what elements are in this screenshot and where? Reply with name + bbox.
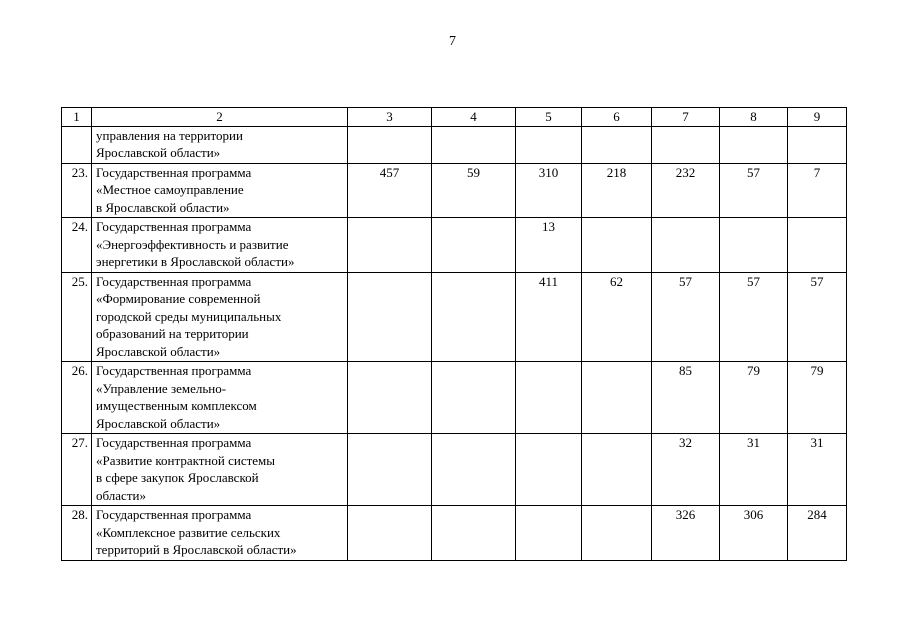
value-cell [348, 362, 432, 434]
program-name-line: «Формирование современной [96, 291, 261, 306]
program-name-line: городской среды муниципальных [96, 308, 282, 324]
row-index-cell: 27. [62, 434, 92, 506]
value-cell [432, 506, 516, 561]
value-cell: 57 [720, 163, 788, 218]
program-name-cell [92, 506, 348, 561]
value-cell [652, 218, 720, 273]
value-cell [516, 362, 582, 434]
program-funding-table [61, 107, 847, 561]
value-cell [432, 434, 516, 506]
value-cell: 57 [652, 272, 720, 362]
table-header-row [62, 108, 847, 127]
program-name-line: в Ярославской области» [96, 199, 230, 215]
value-cell [788, 218, 847, 273]
value-cell: 79 [788, 362, 847, 434]
column-number-header: 2 [92, 108, 348, 127]
column-number-header: 3 [348, 108, 432, 127]
program-name-line: энергетики в Ярославской области» [96, 254, 295, 269]
program-name-line: Ярославской области» [96, 343, 221, 359]
program-name-line: Государственная программа [96, 435, 252, 450]
value-cell: 411 [516, 272, 582, 362]
value-cell [720, 126, 788, 163]
value-cell [432, 272, 516, 362]
program-name-line: области» [96, 487, 146, 503]
table-row [62, 272, 847, 362]
value-cell [582, 218, 652, 273]
table-row [62, 218, 847, 273]
value-cell [516, 506, 582, 561]
program-name-line: образований на территории [96, 326, 249, 341]
column-number-header: 4 [432, 108, 516, 127]
value-cell [652, 126, 720, 163]
program-name-cell [92, 434, 348, 506]
value-cell: 59 [432, 163, 516, 218]
column-number-header: 9 [788, 108, 847, 127]
program-name-line: территорий в Ярославской области» [96, 542, 297, 557]
value-cell [516, 434, 582, 506]
value-cell [432, 362, 516, 434]
row-index-cell: 26. [62, 362, 92, 434]
column-number-header: 6 [582, 108, 652, 127]
value-cell: 7 [788, 163, 847, 218]
program-name-line: «Местное самоуправление [96, 182, 244, 197]
value-cell [720, 218, 788, 273]
program-name-line: Ярославской области» [96, 415, 221, 431]
value-cell [582, 362, 652, 434]
table-row [62, 362, 847, 434]
value-cell [516, 126, 582, 163]
value-cell [348, 434, 432, 506]
value-cell: 85 [652, 362, 720, 434]
program-name-line: Государственная программа [96, 363, 252, 378]
program-name-line: Государственная программа [96, 219, 252, 234]
row-index-cell [62, 126, 92, 163]
value-cell: 218 [582, 163, 652, 218]
value-cell: 232 [652, 163, 720, 218]
table-row [62, 434, 847, 506]
value-cell: 57 [788, 272, 847, 362]
column-number-header: 7 [652, 108, 720, 127]
value-cell: 32 [652, 434, 720, 506]
value-cell: 79 [720, 362, 788, 434]
program-name-cell [92, 218, 348, 273]
value-cell [582, 434, 652, 506]
value-cell: 13 [516, 218, 582, 273]
row-index-cell: 25. [62, 272, 92, 362]
program-name-cell [92, 272, 348, 362]
value-cell [582, 506, 652, 561]
table-row [62, 126, 847, 163]
value-cell: 284 [788, 506, 847, 561]
program-name-line: Государственная программа [96, 507, 252, 522]
value-cell: 326 [652, 506, 720, 561]
program-name-line: Государственная программа [96, 273, 252, 289]
value-cell: 457 [348, 163, 432, 218]
value-cell: 31 [720, 434, 788, 506]
program-name-line: в сфере закупок Ярославской [96, 470, 259, 485]
value-cell [348, 126, 432, 163]
program-name-line: «Комплексное развитие сельских [96, 524, 281, 540]
program-name-line: имущественным комплексом [96, 398, 257, 413]
program-name-line: Государственная программа [96, 164, 252, 180]
value-cell: 31 [788, 434, 847, 506]
value-cell [788, 126, 847, 163]
program-name-cell [92, 163, 348, 218]
column-number-header: 1 [62, 108, 92, 127]
program-name-cell [92, 126, 348, 163]
program-name-line: управления на территории [96, 127, 243, 143]
value-cell: 62 [582, 272, 652, 362]
page-number: 7 [449, 34, 456, 49]
value-cell: 306 [720, 506, 788, 561]
value-cell [432, 218, 516, 273]
program-name-line: «Развитие контрактной системы [96, 452, 276, 468]
row-index-cell: 28. [62, 506, 92, 561]
table-row [62, 506, 847, 561]
row-index-cell: 23. [62, 163, 92, 218]
value-cell [348, 506, 432, 561]
program-name-line: Ярославской области» [96, 145, 221, 160]
column-number-header: 8 [720, 108, 788, 127]
value-cell [432, 126, 516, 163]
program-name-line: «Управление земельно- [96, 380, 227, 396]
program-name-line: «Энергоэффективность и развитие [96, 236, 289, 252]
row-index-cell: 24. [62, 218, 92, 273]
table-row [62, 163, 847, 218]
value-cell [348, 272, 432, 362]
value-cell: 57 [720, 272, 788, 362]
column-number-header: 5 [516, 108, 582, 127]
program-name-cell [92, 362, 348, 434]
value-cell [582, 126, 652, 163]
value-cell: 310 [516, 163, 582, 218]
value-cell [348, 218, 432, 273]
